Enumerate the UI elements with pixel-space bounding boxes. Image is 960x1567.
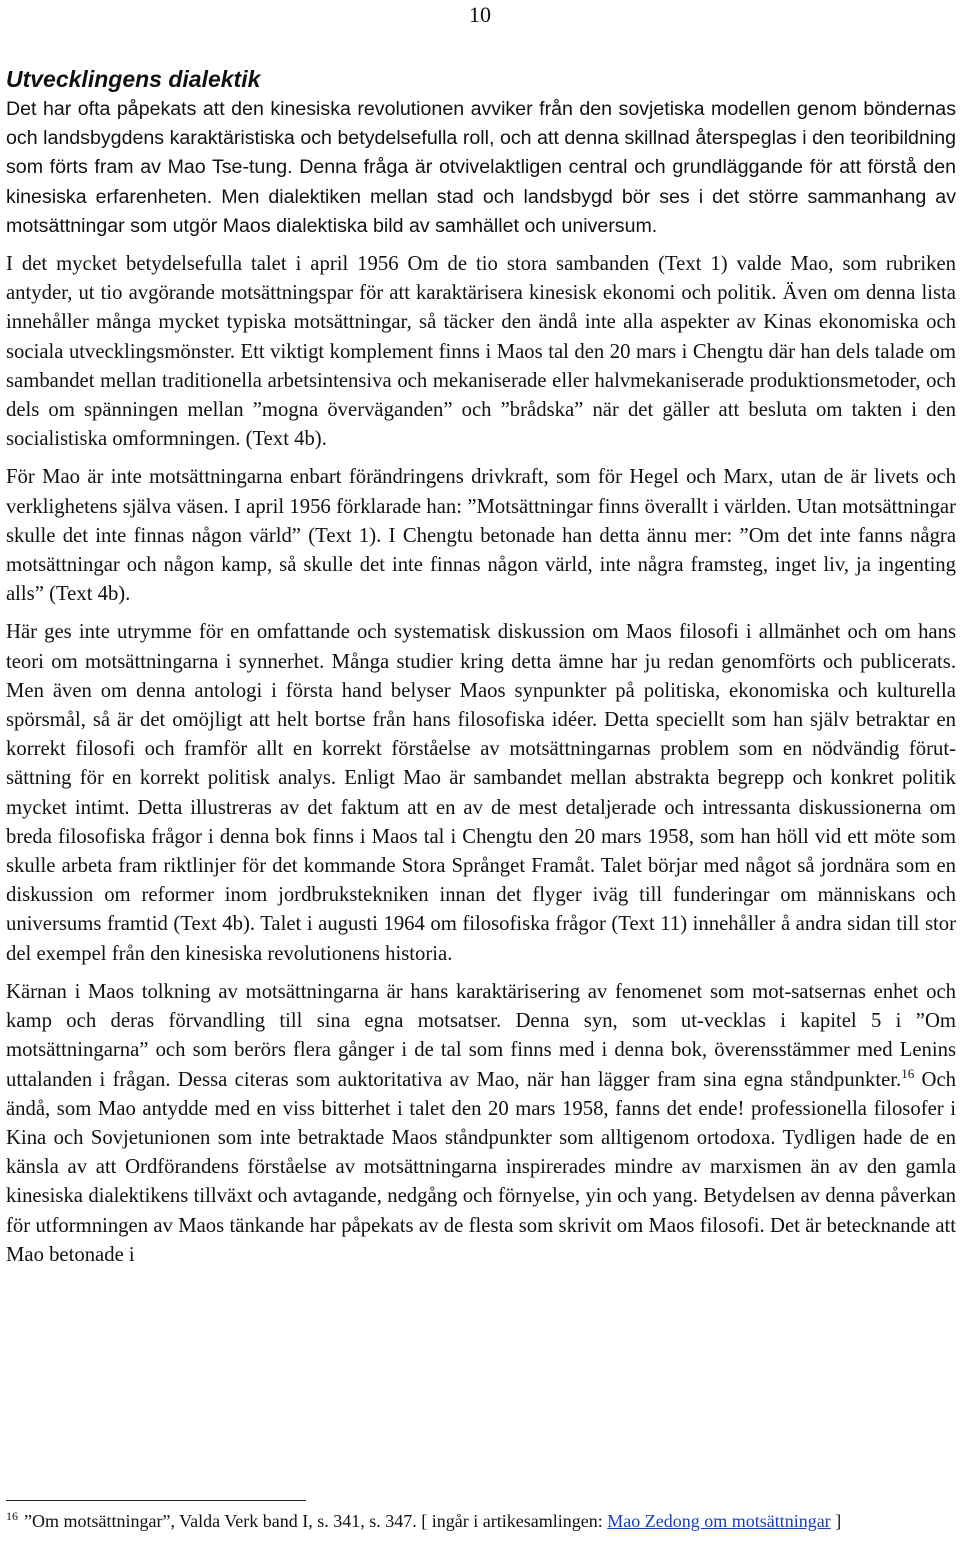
paragraph-5-text-before-note: Kärnan i Maos tolkning av motsättningarna är hans karaktärisering av fenomenet som mot-satsernas enhet och kamp och deras förvandling till sina egna motsatser. Denna syn, som ut-vecklas i kapitel 5 i ”Om motsättningarna” och som berörs flera gånger i de tal som finns med i denna bok, överensstämmer med Lenins uttalanden i frågan. Dessa citeras som auktoritativa av Mao, när han lägger fram sina egna ståndpunkter.: [6, 980, 956, 1091]
document-body: [6, 64, 956, 1279]
page-number: 10: [469, 2, 491, 27]
footnote-text-end: ]: [830, 1511, 842, 1531]
footnote-number: 16: [6, 1509, 18, 1523]
footnote-divider: [6, 1500, 306, 1501]
paragraph-4: Här ges inte utrymme för en omfattande och systematisk diskussion om Maos filosofi i allmänhet och om hans teori om motsättningarna i synnerhet. Många studier kring detta ämne har ju redan genomförts och publicerats. Men även om denna antologi i första hand belyser Maos synpunkter på politiska, ekonomiska och kulturella spörsmål, så är det omöjligt att helt bortse från hans filosofiska idéer. Detta speciellt som han själv betraktar en korrekt filosofi och framför allt en korrekt förståelse av motsättningarnas problem som en nödvändig förut-sättning för en korrekt politisk analys. Enligt Mao är sambandet mellan abstrakta begrepp och konkret politik mycket intimt. Detta illustreras av det faktum att en av de mest detaljerade och intressanta diskussionerna om breda filosofiska frågor i denna bok finns i Maos tal i Chengtu den 20 mars 1958, som han höll vid ett möte som skulle arbeta fram riktlinjer för det kommande Stora Språnget Framåt. Talet börjar med något så jordnära som en diskussion om reformer inom jordbrukstekniken innan det flyger iväg till funderingar om människans och universums framtid (Text 4b). Talet i augusti 1964 om filosofiska frågor (Text 11) innehåller å andra sidan till stor del exempel från den kinesiska revolutionens historia.: [6, 621, 956, 965]
paragraph-3: För Mao är inte motsättningarna enbart förändringens drivkraft, som för Hegel och Marx, utan de är livets och verklighetens själva väsen. I april 1956 förklarade han: ”Motsättningar finns överallt i världen. Utan motsättningar skulle det inte finnas någon värld” (Text 1). I Chengtu betonade han detta ännu mer: ”Om det inte fanns några motsättningar och någon kamp, så skulle det inte finnas någon värld, inte några framsteg, inget liv, ja ingenting alls” (Text 4b).: [6, 466, 956, 606]
footnote: [6, 1508, 906, 1534]
footnote-reference[interactable]: 16: [901, 1065, 915, 1081]
paragraph-1: Det har ofta påpekats att den kinesiska revolutionen avviker från den sovjetiska modellen genom böndernas och landsbygdens karaktäristiska och betydelsefulla roll, och att denna skillnad återspeglas i den teoribildning som förts fram av Mao Tse-tung. Denna fråga är otvivelaktligen central och grundläggande för att förstå den kinesiska erfarenheten. Men dialektiken mellan stad och landsbygd bör ses i det större sammanhang av motsättningar som utgör Maos dialektiska bild av samhället och universum.: [6, 98, 956, 237]
footnote-text: ”Om motsättningar”, Valda Verk band I, s. 341, s. 347. [ ingår i artikesamlingen:: [24, 1511, 608, 1531]
paragraph-2: I det mycket betydelsefulla talet i april 1956 Om de tio stora sambanden (Text 1) valde Mao, som rubriken antyder, ut tio avgörande motsättningspar för att karaktärisera kinesisk ekonomi och politik. Även om denna lista innehåller många mycket typiska motsättningar, så täcker den ändå inte alla aspekter av Kinas ekonomiska och sociala utvecklingsmönster. Ett viktigt komplement finns i Maos tal den 20 mars i Chengtu där han dels talade om sambandet mellan traditionella arbetsintensiva och mekaniserade eller halvmekaniserade produktionsmetoder, och dels om spänningen mellan ”mogna överväganden” och ”brådska” när det gäller att besluta om takten i den socialistiska omformningen. (Text 4b).: [6, 253, 956, 451]
paragraph-5-text-after-note: Och ändå, som Mao antydde med en viss bitterhet i talet den 20 mars 1958, fanns det ende! professionella filosofer i Kina och Sovjetunionen som inte betraktade Maos ståndpunkter som alltigenom ortodoxa. Tydligen hade de en känsla av att Ordförandens förståelse av motsättningarna inspirerades mindre av marxismen än av den gamla kinesiska dialektikens tillväxt och avtagande, nedgång och förnyelse, yin och yang. Betydelsen av denna påverkan för utformningen av Maos tänkande har påpekats av de flesta som skrivit om Maos filosofi. Det är betecknande att Mao betonade i: [6, 1068, 956, 1266]
section-heading: Utvecklingens dialektik: [6, 66, 261, 92]
footnote-link[interactable]: Mao Zedong om motsättningar: [607, 1511, 831, 1531]
paragraph-5: [6, 978, 956, 1270]
